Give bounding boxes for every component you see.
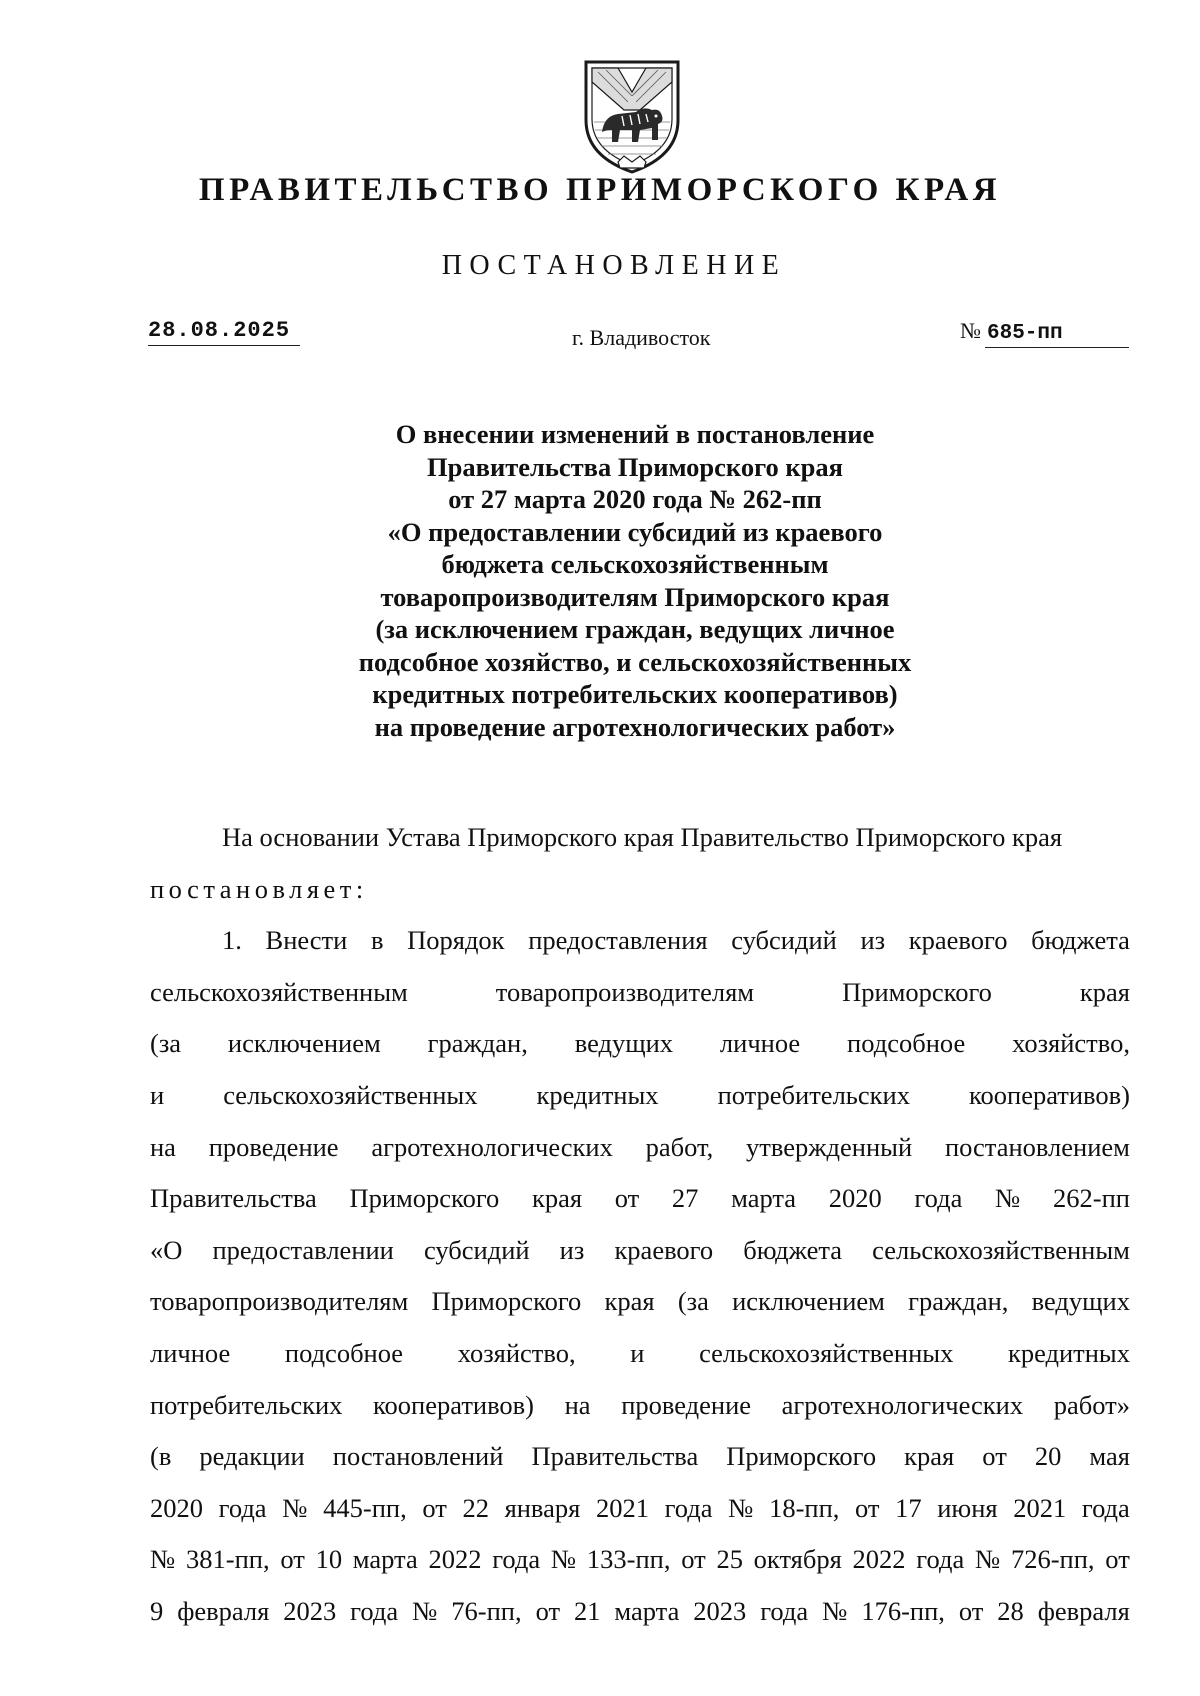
document-date (148, 318, 300, 346)
body-word: сельскохозяйственных (699, 1337, 954, 1368)
body-word: Приморского (431, 1286, 582, 1317)
body-word: граждан, (908, 1286, 1009, 1317)
body-word: редакции (199, 1441, 305, 1472)
body-line (150, 1380, 1130, 1432)
body-word: (за (677, 1286, 709, 1317)
body-word: подсобное (284, 1337, 404, 1368)
body-word: Порядок (407, 925, 505, 956)
body-word: края (531, 1183, 583, 1214)
body-word: Приморского (726, 1441, 877, 1472)
body-line (150, 1483, 1130, 1535)
body-word: Правительства (531, 1441, 699, 1472)
body-line (150, 915, 1130, 967)
body-word: предоставления (528, 925, 708, 956)
subject-line: товаропроизводителям Приморского края (380, 581, 890, 612)
body-word: субсидий (731, 925, 837, 956)
body-word: исключением (732, 1286, 885, 1317)
body-word: постановлением (944, 1131, 1130, 1162)
body-word: граждан, (427, 1028, 528, 1059)
body-word: подсобное (847, 1028, 966, 1059)
body-word: 445-пп, (323, 1492, 407, 1523)
body-word: от (1105, 1544, 1130, 1575)
body-word: от (855, 1492, 880, 1523)
document-city: г. Владивосток (572, 325, 711, 350)
body-word: 2020 (150, 1492, 203, 1523)
body-line (150, 1225, 1130, 1277)
body-word: краевого (614, 1234, 714, 1265)
body-word: 28 (997, 1595, 1024, 1626)
body-word: кредитных (536, 1079, 659, 1110)
body-word: 381-пп, (186, 1544, 270, 1575)
document-number (960, 318, 1129, 348)
body-word: 9 (150, 1595, 164, 1626)
body-word: мая (1089, 1441, 1130, 1472)
body-word: февраля (1037, 1595, 1130, 1626)
body-word: и (630, 1337, 645, 1368)
body-word: года (350, 1595, 399, 1626)
body-word: марта (614, 1595, 680, 1626)
body-word: 22 (462, 1492, 489, 1523)
body-word: Правительства (150, 1183, 317, 1214)
body-word: в (370, 925, 384, 956)
body-word: 2020 (828, 1183, 882, 1214)
body-word: хозяйство, (1012, 1028, 1130, 1059)
subject-line: «О предоставлении субсидий из краевого (387, 516, 883, 547)
body-word: личное (150, 1337, 231, 1368)
body-word: края (1079, 976, 1130, 1007)
body-word: от (958, 1595, 984, 1626)
body-word: года (916, 1544, 965, 1575)
body-word: от (681, 1544, 706, 1575)
document-body (150, 812, 1130, 1638)
body-word: субсидий (423, 1234, 530, 1265)
body-word: 2023 (693, 1595, 747, 1626)
number-field (985, 318, 1129, 348)
body-word: октября (753, 1544, 842, 1575)
body-word: (в (150, 1441, 172, 1472)
body-word: товаропроизводителям (150, 1286, 409, 1317)
body-word: от (422, 1492, 447, 1523)
body-word: края (904, 1441, 955, 1472)
body-word: № (974, 1544, 1001, 1575)
body-word: работ» (1053, 1389, 1130, 1420)
body-word: от (535, 1595, 561, 1626)
body-word: бюджета (743, 1234, 843, 1265)
number-sign: № (960, 318, 981, 343)
body-word: хозяйство, (457, 1337, 576, 1368)
body-word: кооперативов) (373, 1389, 534, 1420)
coat-of-arms-icon (578, 58, 686, 176)
subject-line: Правительства Приморского края (427, 451, 843, 482)
body-line (150, 1018, 1130, 1070)
body-word: товаропроизводителям (495, 976, 755, 1007)
body-word: на (150, 1131, 176, 1162)
body-line (150, 1173, 1130, 1225)
body-word: 17 (895, 1492, 922, 1523)
body-word: года (914, 1183, 963, 1214)
body-word: и (150, 1079, 165, 1110)
body-word: постановлений (332, 1441, 504, 1472)
body-word: 176-пп, (861, 1595, 945, 1626)
body-line: На основании Устава Приморского края Правительство Приморского края (222, 822, 1063, 852)
body-word: 76-пп, (451, 1595, 522, 1626)
body-word: из (860, 925, 886, 956)
body-word: № (412, 1595, 438, 1626)
body-word: января (504, 1492, 581, 1523)
subject-line: от 27 марта 2020 года № 262-пп (448, 484, 822, 514)
body-word: от (614, 1183, 640, 1214)
body-word: кредитных (1007, 1337, 1130, 1368)
subject-line: подсобное хозяйство, и сельскохозяйственных (358, 646, 912, 677)
subject-line: кредитных потребительских кооперативов) (372, 679, 898, 709)
body-word: бюджета (1031, 925, 1130, 956)
body-word: 1. (222, 925, 242, 956)
body-line (150, 1534, 1130, 1586)
body-word: 262-пп (1053, 1183, 1130, 1214)
body-word: сельскохозяйственных (223, 1079, 478, 1110)
body-word: кооперативов) (968, 1079, 1130, 1110)
body-word: потребительских (150, 1389, 343, 1420)
body-word: 2021 (1013, 1492, 1067, 1523)
body-word: 25 (716, 1544, 743, 1575)
body-word: потребительских (717, 1079, 910, 1110)
body-word: 133-пп, (586, 1544, 671, 1575)
body-line: постановляет: (150, 873, 368, 904)
body-word: марта (731, 1183, 797, 1214)
body-word: работ, (645, 1131, 714, 1162)
body-word: июня (937, 1492, 998, 1523)
body-word: из (559, 1234, 585, 1265)
body-word: проведение (621, 1389, 752, 1420)
body-line (150, 1328, 1130, 1380)
document-subject (0, 418, 1200, 743)
body-word: года (218, 1492, 267, 1523)
body-word: № (150, 1544, 176, 1575)
document-type: ПОСТАНОВЛЕНИЕ (441, 250, 787, 281)
body-word: 21 (573, 1595, 601, 1626)
body-word: 27 (671, 1183, 699, 1214)
body-word: 20 (1034, 1441, 1062, 1472)
subject-line: О внесении изменений в постановление (395, 419, 875, 449)
body-word: февраля (177, 1595, 270, 1626)
body-word: края (604, 1286, 655, 1317)
government-title: ПРАВИТЕЛЬСТВО ПРИМОРСКОГО КРАЯ (198, 172, 1002, 208)
subject-line: (за исключением граждан, ведущих личное (375, 614, 895, 644)
body-line (150, 1431, 1130, 1483)
subject-line: бюджета сельскохозяйственным (441, 549, 829, 579)
body-word: сельскохозяйственным (150, 976, 408, 1007)
body-word: предоставлении (212, 1234, 394, 1265)
body-word: 18-пп, (769, 1492, 840, 1523)
body-word: года (760, 1595, 809, 1626)
body-word: от (982, 1441, 1007, 1472)
body-word: Внести (265, 925, 348, 956)
body-line (150, 1122, 1130, 1174)
body-line (150, 1070, 1130, 1122)
body-word: от (280, 1544, 305, 1575)
body-word: года (664, 1492, 713, 1523)
body-word: 2022 (428, 1544, 482, 1575)
body-line (150, 967, 1130, 1019)
number-value: 685-пп (987, 322, 1063, 345)
body-word: проведение (208, 1131, 339, 1162)
body-word: года (1081, 1492, 1130, 1523)
body-word: агротехнологических (371, 1131, 613, 1162)
subject-line: на проведение агротехнологических работ» (374, 711, 896, 742)
body-word: на (564, 1389, 591, 1420)
body-word: личное (719, 1028, 801, 1059)
body-word: исключением (227, 1028, 381, 1059)
body-word: марта (352, 1544, 418, 1575)
body-word: 726-пп, (1010, 1544, 1095, 1575)
body-word: Приморского (842, 976, 992, 1007)
body-word: № (282, 1492, 308, 1523)
body-word: «О (150, 1234, 183, 1265)
body-word: ведущих (1031, 1286, 1130, 1317)
body-word: № (550, 1544, 577, 1575)
body-word: утвержденный (746, 1131, 913, 1162)
date-value: 28.08.2025 (148, 318, 291, 343)
body-word: ведущих (574, 1028, 674, 1059)
body-word: № (995, 1183, 1021, 1214)
body-line (150, 1586, 1130, 1638)
body-word: (за (150, 1028, 182, 1059)
body-word: Приморского (349, 1183, 500, 1214)
body-word: краевого (908, 925, 1008, 956)
body-word: № (728, 1492, 754, 1523)
body-word: № (822, 1595, 848, 1626)
body-word: года (492, 1544, 541, 1575)
body-word: 2021 (595, 1492, 649, 1523)
body-line (150, 1276, 1130, 1328)
body-word: 2023 (283, 1595, 337, 1626)
body-word: сельскохозяйственным (872, 1234, 1130, 1265)
body-word: 2022 (852, 1544, 906, 1575)
body-word: 10 (315, 1544, 343, 1575)
body-word: агротехнологических (781, 1389, 1024, 1420)
